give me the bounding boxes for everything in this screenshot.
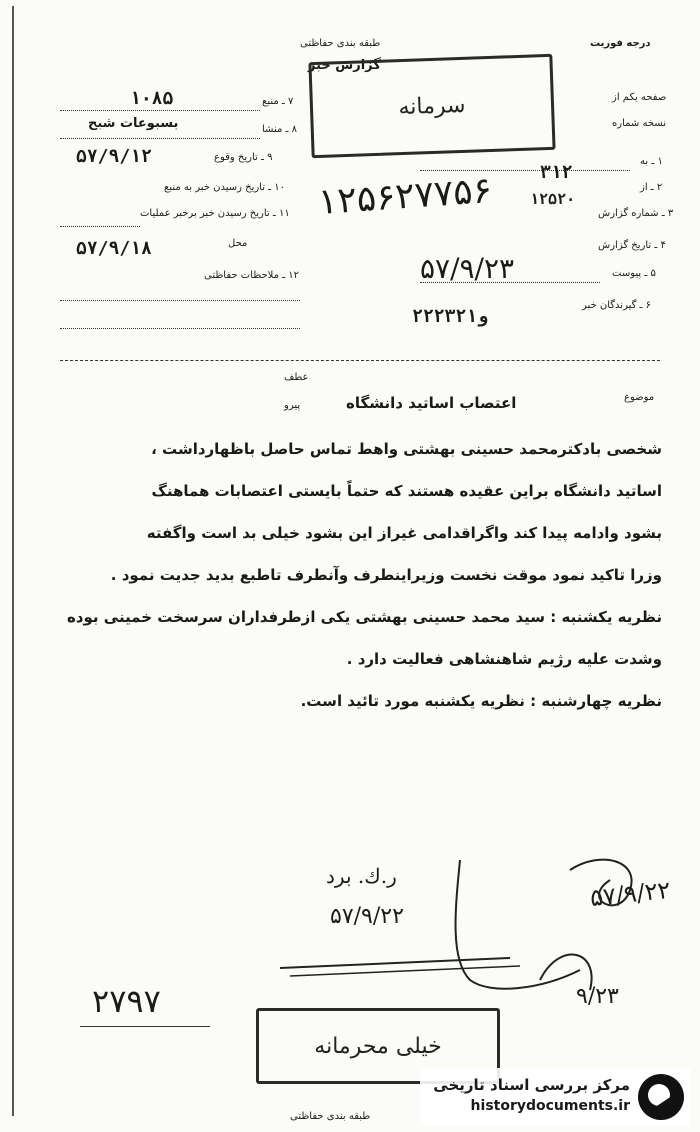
handwritten-left-number: ۲۷۹۷ — [92, 982, 161, 1020]
field-to-label: ۱ ـ به — [640, 156, 663, 167]
signature-scribbles — [280, 840, 700, 1020]
field-security-notes-label: ۱۲ ـ ملاحظات حفاظتی — [204, 270, 299, 281]
watermark-url: historydocuments.ir — [470, 1098, 630, 1114]
stamp-bottom-text: خیلی محرمانه — [314, 1033, 442, 1059]
page-label: صفحه یکم از — [612, 92, 667, 103]
handwritten-date: ۵۷/۹/۲۳ — [420, 252, 515, 285]
field-event-date-label: ۹ ـ تاریخ وقوع — [214, 152, 273, 163]
field-report-number-value: ۱۲۵۲۰ — [530, 190, 576, 208]
field-report-date-label: ۴ ـ تاریخ گزارش — [598, 240, 666, 251]
report-body — [22, 428, 662, 722]
signature-right-date: ۵۷/۹/۲۲ — [588, 875, 672, 913]
body-line: وشدت علیه رژیم شاهنشاهی فعالیت دارد . — [346, 650, 662, 668]
signature-center-name: ر.ك. برد — [326, 864, 397, 888]
body-line: شخصی بادکترمحمد حسینی بهشتی واهط تماس حاصل باظهارداشت ، — [151, 440, 662, 458]
field-event-date-value: ۵۷/۹/۱۲ — [76, 146, 152, 167]
dotted-line — [60, 328, 300, 329]
field-from-label: ۲ ـ از — [640, 182, 663, 193]
field-origin-value: بسبوعات شبح — [88, 116, 179, 131]
archive-logo-icon — [638, 1074, 684, 1120]
field-report-number-label: ۳ ـ شماره گزارش — [598, 208, 674, 219]
watermark-banner — [420, 1068, 690, 1126]
copy-label: نسخه شماره — [612, 118, 666, 129]
field-recipients-label: ۶ ـ گیرندگان خبر — [582, 300, 652, 311]
field-origin-label: ۸ ـ منشا — [262, 124, 298, 135]
body-line: نظریه یکشنبه : سید محمد حسینی بهشتی یکی ازطرفداران سرسخت خمینی بوده — [66, 608, 662, 626]
priority-label: درجه فوریت — [590, 38, 651, 49]
confidential-stamp-top — [308, 54, 555, 158]
subject-text: اعتصاب اساتید دانشگاه — [346, 394, 517, 412]
field-recipients-value: ۲۲۲و۳۲۱ — [412, 306, 488, 327]
body-line: اساتید دانشگاه براین عقیده هستند که حتماً بایستی اعتصابات هماهنگ — [151, 482, 662, 500]
dotted-line — [60, 110, 260, 111]
reference-label: عطف — [284, 372, 309, 383]
dotted-line — [60, 226, 140, 227]
field-source-value: ۱۰۸۵ — [130, 88, 174, 109]
stamp-top-text: سرمانه — [398, 92, 466, 120]
handwritten-registration-number: ۱۲۵۶۲۷۷۵۶ — [316, 169, 494, 224]
subject-label: موضوع — [624, 392, 655, 403]
classification-bottom: طبقه بندی حفاظتی — [290, 1111, 371, 1122]
body-line: بشود وادامه پیدا کند واگراقدامی غیراز این بشود خیلی بد است واگفته — [146, 524, 662, 542]
field-from-value: ۳۱۲ — [540, 162, 573, 183]
signature-center-date: ۵۷/۹/۲۲ — [330, 904, 404, 929]
section-divider — [60, 360, 660, 361]
report-title: گزارش خبر — [308, 58, 381, 73]
field-place-label: محل — [228, 238, 248, 249]
field-received-source-label: ۱۰ ـ تاریخ رسیدن خبر به منبع — [164, 182, 286, 193]
underline — [80, 1026, 210, 1027]
body-line: نظریه چهارشنبه : نظریه یکشنبه مورد تائید است. — [300, 692, 662, 710]
classification-top: طبقه بندی حفاظتی — [300, 38, 381, 49]
field-received-ops-label: ۱۱ ـ تاریخ رسیدن خبر برخبر عملیات — [140, 208, 290, 219]
follow-up-label: پیرو — [284, 400, 301, 411]
dotted-line — [420, 170, 630, 171]
body-line: وزرا تاکید نمود موقت نخست وزیراینطرف وآنطرف تاطبع بدید جدیت نمود . — [110, 566, 662, 584]
watermark-title: مرکز بررسی اسناد تاریخی — [433, 1076, 630, 1094]
field-place-value: ۵۷/۹/۱۸ — [76, 238, 152, 259]
field-source-label: ۷ ـ منبع — [262, 96, 294, 107]
signature-right-date-2: ۹/۲۳ — [576, 984, 619, 1009]
field-attachment-label: ۵ ـ پیوست — [612, 268, 656, 279]
dotted-line — [60, 138, 260, 139]
dotted-line — [60, 300, 300, 301]
